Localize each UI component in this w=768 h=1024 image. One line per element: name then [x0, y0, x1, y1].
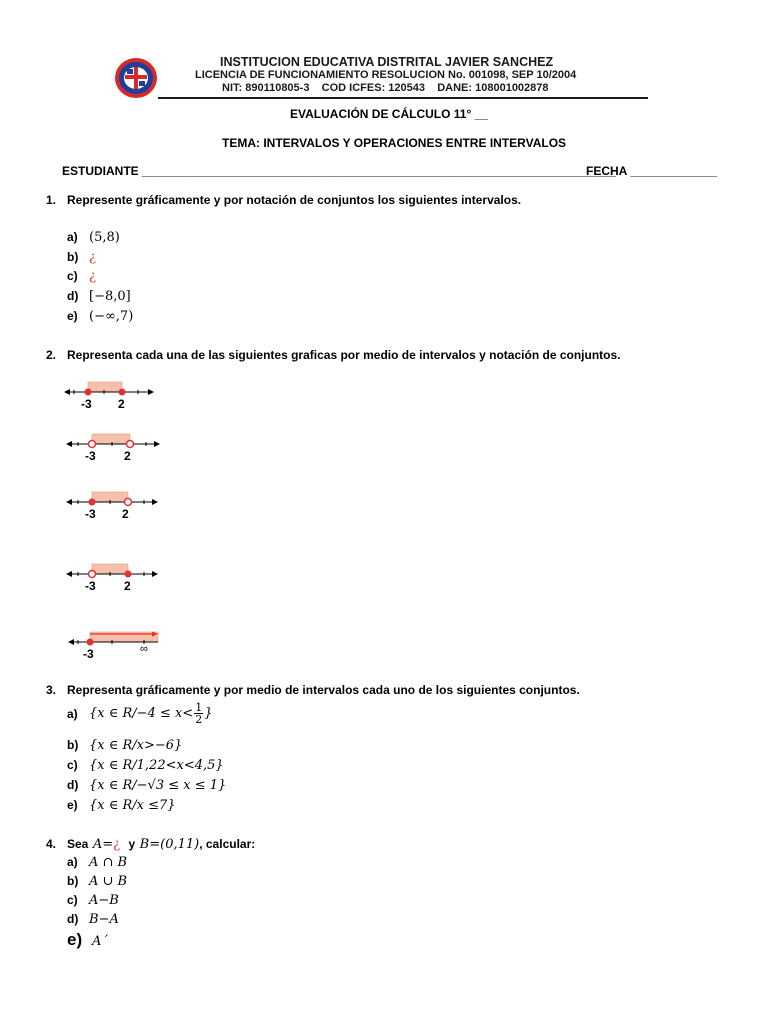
exam-title: EVALUACIÓN DE CÁLCULO 11° __ [290, 107, 488, 121]
q1-item-math: (−∞,7) [89, 309, 134, 324]
number-line-graph-1 [64, 380, 164, 412]
q4-item-math: B−A [89, 912, 119, 927]
q4-item-c [67, 891, 119, 909]
q3-item-label: d) [67, 778, 79, 792]
q2-text: Representa cada una de las siguientes graficas por medio de intervalos y notación de conjuntos. [67, 348, 621, 362]
header-rule [158, 97, 648, 99]
q4-item-e [67, 930, 108, 950]
q3-item-label: e) [67, 798, 78, 812]
q1-item-math: ¿ [89, 269, 96, 284]
q4-item-math: A−B [89, 893, 119, 908]
q1-item-math: ¿ [89, 250, 96, 265]
q4-item-a [67, 853, 127, 871]
q3-number: 3. [46, 683, 57, 697]
q1-item-math: [−8,0] [89, 289, 131, 304]
q4-text [67, 835, 255, 853]
q3-item-e [67, 796, 176, 814]
graph-right-label: ∞ [140, 643, 148, 655]
q3-item-math: {x ∈ R/x ≤7} [89, 798, 176, 813]
q4-item-math: A ∩ B [89, 855, 128, 870]
nit-line: NIT: 890110805-3 COD ICFES: 120543 DANE: 108001002878 [222, 82, 549, 94]
graph-right-label: 2 [124, 579, 131, 593]
q1-item-label: c) [67, 269, 78, 283]
q3-item-math-close: } [204, 706, 213, 721]
graph-left-label: -3 [85, 507, 96, 521]
q2-number: 2. [46, 348, 57, 362]
q4-number: 4. [46, 837, 57, 851]
student-field: ESTUDIANTE _______________________________________________________________________ [62, 164, 616, 178]
q4-item-label: c) [67, 893, 78, 907]
q4-a-value: ¿ [113, 837, 121, 852]
date-field: FECHA _____________ [586, 164, 717, 178]
q3-item-math: {x ∈ R/−4 ≤ x< [89, 706, 194, 721]
graph-right-label: 2 [118, 397, 125, 411]
q4-item-math: A´ [92, 934, 108, 949]
q3-item-b [67, 736, 182, 754]
license-line: LICENCIA DE FUNCIONAMIENTO RESOLUCION No. 001098, SEP 10/2004 [195, 69, 577, 81]
q3-item-math: {x ∈ R/−√3 ≤ x ≤ 1} [89, 778, 227, 793]
q3-text: Representa gráficamente y por medio de intervalos cada uno de los siguientes conjuntos. [67, 683, 580, 697]
fraction-numerator: 1 [195, 701, 203, 714]
q4-item-label: d) [67, 912, 79, 926]
q1-text: Represente gráficamente y por notación de conjuntos los siguientes intervalos. [67, 193, 522, 207]
number-line-graph-2 [66, 430, 166, 464]
q4-calc: , calcular: [199, 837, 256, 851]
q4-b-def: B=(0,11) [139, 837, 200, 852]
q3-item-label: a) [67, 706, 78, 721]
number-line-graph-4 [66, 560, 166, 594]
q3-item-a [67, 702, 212, 725]
q3-item-c [67, 756, 224, 774]
q4-item-math: A ∪ B [89, 874, 128, 889]
q3-item-label: b) [67, 738, 79, 752]
q4-sea: Sea [67, 837, 89, 851]
graph-left-label: -3 [83, 647, 94, 661]
q1-item-c [67, 267, 96, 285]
q1-item-label: d) [67, 289, 79, 303]
graph-right-label: 2 [124, 449, 131, 463]
number-line-graph-5 [68, 628, 168, 662]
q1-item-b [67, 248, 96, 266]
q1-item-a [67, 228, 120, 246]
graph-right-label: 2 [122, 507, 129, 521]
q4-item-label: e) [67, 930, 83, 949]
q4-item-d [67, 910, 119, 928]
q4-y: y [128, 837, 136, 851]
fraction-denominator: 2 [195, 713, 203, 726]
graph-left-label: -3 [85, 449, 96, 463]
q1-item-e [67, 307, 133, 325]
school-name: INSTITUCION EDUCATIVA DISTRITAL JAVIER SANCHEZ [220, 55, 554, 69]
q3-item-d [67, 776, 226, 794]
q4-item-label: b) [67, 874, 79, 888]
q1-item-math: (5,8) [89, 230, 120, 245]
q4-item-b [67, 872, 127, 890]
q1-number: 1. [46, 193, 57, 207]
q1-item-label: e) [67, 309, 78, 323]
fraction [194, 702, 203, 725]
graph-left-label: -3 [81, 397, 92, 411]
q1-item-label: b) [67, 250, 79, 264]
graph-left-label: -3 [85, 579, 96, 593]
school-logo [114, 56, 158, 100]
q1-item-label: a) [67, 230, 78, 244]
q1-item-d [67, 287, 131, 305]
number-line-graph-3 [66, 488, 166, 522]
q3-item-label: c) [67, 758, 78, 772]
q3-item-math: {x ∈ R/1,22<x<4,5} [89, 758, 224, 773]
exam-topic: TEMA: INTERVALOS Y OPERACIONES ENTRE INTERVALOS [222, 136, 567, 150]
q4-a-def: A= [92, 837, 114, 852]
q3-item-math: {x ∈ R/x>−6} [89, 738, 183, 753]
q4-item-label: a) [67, 855, 78, 869]
